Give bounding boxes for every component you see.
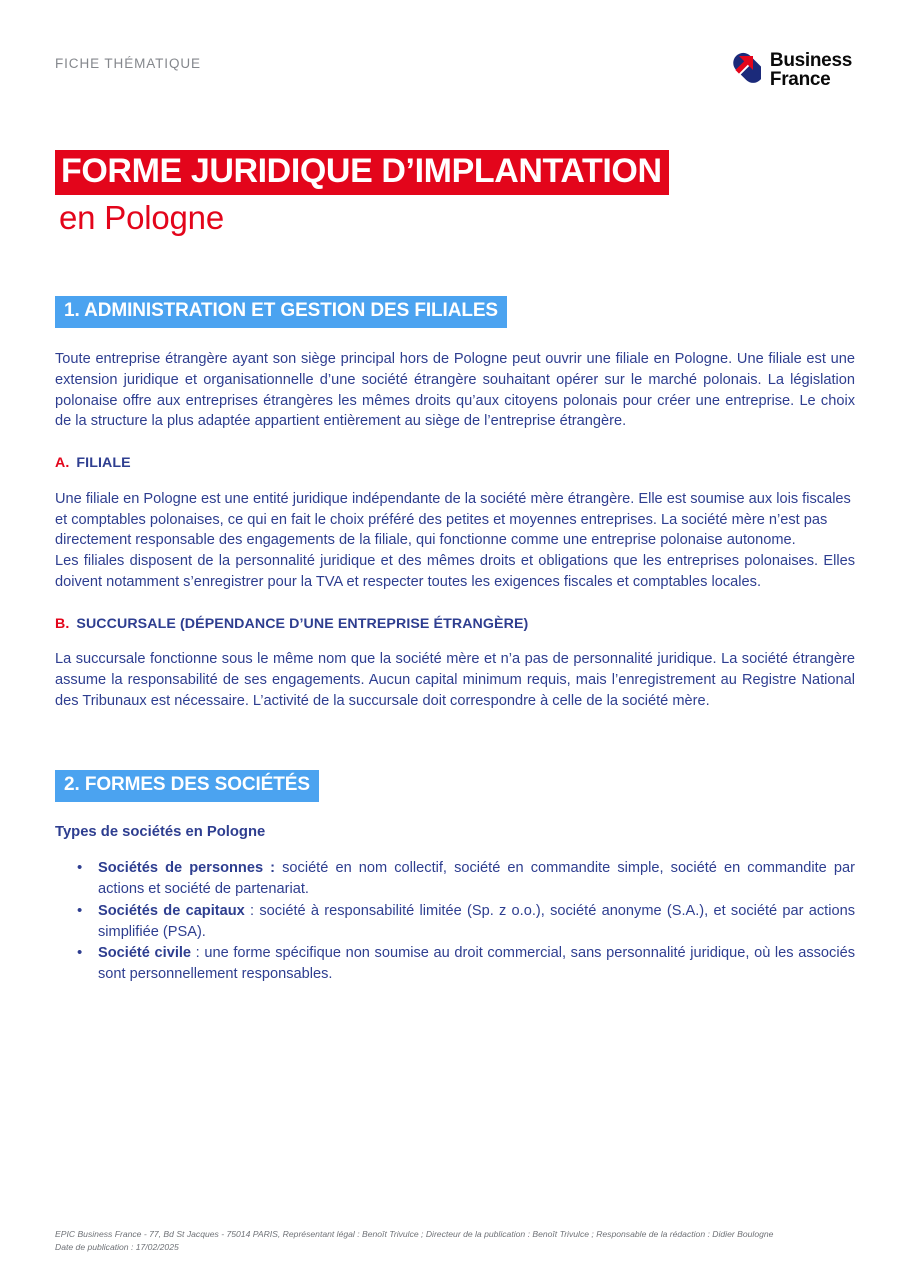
company-types-list: [55, 858, 855, 985]
document-header: [0, 46, 900, 108]
document-content: [55, 296, 855, 986]
document-footer: [55, 1228, 855, 1255]
document-title-block: [55, 150, 669, 237]
business-france-logo: [717, 48, 852, 92]
business-france-wordmark: [770, 51, 852, 90]
section-1-intro-paragraph: Toute entreprise étrangère ayant son siège principal hors de Pologne peut ouvrir une filiale en Pologne. Une filiale est une extension juridique et organisationnelle d’une société étrangère souhaitant opérer sur le marché polonais. La législation polonaise offre aux entreprises étrangères les mêmes droits qu’aux citoyens polonais pour créer une entreprise. Le choix de la structure la plus adaptée appartient entièrement au siège de l’entreprise étrangère.: [55, 350, 855, 430]
subsection-heading-b: [55, 615, 855, 633]
logo-line-2: France: [769, 69, 831, 90]
business-france-logo-icon: [717, 48, 761, 92]
list-item: [55, 943, 855, 985]
subsection-a-paragraph-1: Une filiale en Pologne est une entité juridique indépendante de la société mère étrangère. Elle est soumise aux lois fiscales et comptables polonaises, ce qui en fait le choix préféré des petites et moyennes entreprises. La société mère n’est pas directement responsable des engagements de la filiale, qui fonctionne comme une entreprise polonaise autonome.: [55, 490, 851, 549]
subsection-b-paragraph-1: La succursale fonctionne sous le même nom que la société mère et n’a pas de personnalité juridique. La société étrangère assume la responsabilité de ses engagements. Aucun capital minimum requis, mais l’enregistrement au Registre National des Tribunaux est nécessaire. L’activité de la succursale doit correspondre à celle de la société mère.: [55, 651, 855, 710]
section-heading-1: 1. ADMINISTRATION ET GESTION DES FILIALES: [55, 296, 507, 328]
subsection-letter-a: A.: [55, 455, 70, 472]
list-item-lead: Sociétés de personnes :: [98, 860, 276, 877]
list-item-lead: Sociétés de capitaux: [98, 902, 245, 919]
document-title: FORME JURIDIQUE D’IMPLANTATION: [55, 150, 669, 195]
list-item-lead: Société civile: [98, 945, 192, 962]
list-item-text: : une forme spécifique non soumise au droit commercial, sans personnalité juridique, où les associés sont personnellement responsables.: [98, 945, 855, 983]
section-2-heading: Types de sociétés en Pologne: [55, 823, 266, 840]
subsection-title-a: FILIALE: [76, 455, 131, 472]
list-item: [55, 901, 855, 943]
list-item-text: société en nom collectif, société en commandite simple, société en commandite par actions et société de partenariat.: [98, 860, 855, 897]
footer-publication-date: Date de publication : 17/02/2025: [55, 1242, 179, 1253]
footer-legal-line: EPIC Business France - 77, Bd St Jacques - 75014 PARIS, Représentant légal : Benoît Trivulce ; Directeur de la publication : Benoît Trivulce ; Responsable de la rédaction : Didier Boulogne: [55, 1229, 774, 1239]
section-heading-2: 2. FORMES DES SOCIÉTÉS: [55, 770, 319, 802]
subsection-letter-b: B.: [55, 615, 70, 632]
subsection-title-b: SUCCURSALE (DÉPENDANCE D’UNE ENTREPRISE ÉTRANGÈRE): [76, 615, 529, 632]
subsection-a-paragraph-2: Les filiales disposent de la personnalité juridique et des mêmes droits et obligations que les entreprises polonaises. Elles doivent notamment s’enregistrer pour la TVA et respecter toutes les exigences fiscales et comptables locales.: [55, 553, 855, 591]
subsection-heading-a: [55, 454, 855, 472]
document-subtitle: en Pologne: [59, 198, 224, 236]
document-kicker: FICHE THÉMATIQUE: [55, 56, 201, 71]
logo-line-1: Business: [769, 49, 852, 71]
list-item: [55, 858, 855, 900]
list-item-text: : société à responsabilité limitée (Sp. z o.o.), société anonyme (S.A.), et société par actions simplifiée (PSA).: [98, 902, 855, 940]
